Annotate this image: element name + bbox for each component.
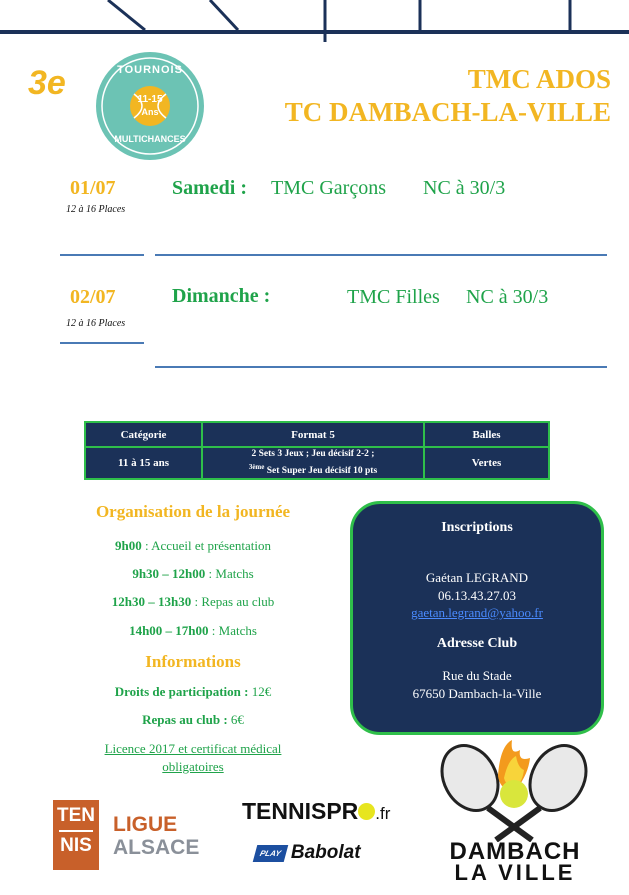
schedule-item — [62, 623, 324, 639]
divider — [60, 254, 144, 256]
table-header: Balles — [424, 422, 549, 447]
tennispro-part-b: PR — [326, 798, 359, 824]
format-line-2: Set Super Jeu décisif 10 pts — [264, 466, 378, 477]
licence-line-2: obligatoires — [162, 759, 224, 774]
schedule-item — [62, 538, 324, 554]
informations-heading: Informations — [145, 652, 241, 671]
contact-box — [350, 501, 604, 735]
event-level: NC à 30/3 — [466, 286, 549, 308]
fee-value: 12€ — [251, 684, 272, 699]
table-cell-balls: Vertes — [424, 447, 549, 479]
meal-value: 6€ — [230, 712, 244, 727]
edition-label: 3e — [28, 64, 66, 102]
schedule-item — [62, 566, 324, 582]
meal-price — [62, 712, 324, 728]
contact-heading: Inscriptions — [441, 520, 513, 535]
format-table — [84, 421, 550, 480]
logo-divider — [59, 830, 93, 832]
babolat-logo — [255, 842, 361, 864]
event-name: TMC Garçons — [271, 177, 386, 199]
tournament-badge — [94, 50, 206, 162]
schedule-time: 9h00 — [115, 538, 142, 553]
schedule-label: : Repas au club — [191, 594, 275, 609]
event-level: NC à 30/3 — [423, 177, 506, 199]
ligue-label: LIGUE — [113, 813, 178, 836]
organisation-heading: Organisation de la journée — [95, 502, 291, 521]
event-date: 01/07 — [70, 177, 116, 199]
address-heading: Adresse Club — [436, 636, 518, 651]
event-name: TMC Filles — [347, 286, 440, 308]
meal-label: Repas au club : — [142, 712, 231, 727]
event-date: 02/07 — [70, 286, 116, 308]
schedule-label: : Matchs — [205, 566, 254, 581]
badge-bottom-text: MULTICHANCES — [114, 134, 186, 144]
event-places: 12 à 16 Places — [66, 318, 126, 329]
tennispro-logo — [242, 798, 390, 825]
event-day: Dimanche : — [172, 285, 271, 307]
club-logo-line-1: DAMBACH — [449, 838, 581, 865]
badge-age-unit: Ans — [141, 107, 159, 117]
title-line-1: TMC ADOS — [467, 64, 611, 94]
table-header: Catégorie — [85, 422, 202, 447]
schedule-time: 12h30 – 13h30 — [111, 594, 192, 609]
licence-notice — [62, 740, 324, 776]
licence-line-1: Licence 2017 et certificat médical — [104, 741, 282, 756]
divider — [155, 254, 607, 256]
badge-age: 11-15 — [137, 94, 163, 105]
schedule-time: 14h00 – 17h00 — [129, 623, 209, 638]
divider — [155, 366, 607, 368]
schedule-label: : Matchs — [208, 623, 257, 638]
ligue-logo-box — [53, 800, 99, 870]
contact-phone: 06.13.43.27.03 — [438, 588, 516, 603]
tennis-logo-bottom: NIS — [60, 835, 92, 856]
tennispro-part-c: .fr — [375, 804, 391, 823]
address-street: Rue du Stade — [442, 668, 512, 683]
court-lines-decoration — [0, 0, 629, 42]
table-cell-category: 11 à 15 ans — [85, 447, 202, 479]
table-row — [85, 447, 549, 479]
title-line-2: TC DAMBACH-LA-VILLE — [284, 97, 611, 127]
tennis-ball-icon — [358, 803, 375, 820]
badge-top-text: TOURNOIS — [117, 64, 183, 76]
club-logo-line-2: LA VILLE — [454, 860, 576, 885]
babolat-play-badge — [253, 845, 288, 862]
alsace-label: ALSACE — [113, 836, 200, 859]
format-line-1: 2 Sets 3 Jeux ; Jeu décisif 2-2 ; — [251, 449, 375, 459]
table-header: Format 5 — [202, 422, 424, 447]
fee-label: Droits de participation : — [114, 684, 252, 699]
table-header-row — [85, 422, 549, 447]
contact-name: Gaétan LEGRAND — [425, 570, 529, 585]
contact-email-link[interactable]: gaetan.legrand@yahoo.fr — [411, 605, 543, 620]
format-set-ordinal: 3ème — [248, 463, 265, 471]
babolat-play-label: PLAY — [258, 848, 282, 858]
event-places: 12 à 16 Places — [66, 204, 126, 215]
schedule-time: 9h30 – 12h00 — [132, 566, 206, 581]
event-day: Samedi : — [172, 177, 247, 199]
table-cell-format — [202, 447, 424, 479]
schedule-item — [62, 594, 324, 610]
club-logo-icon — [440, 736, 590, 842]
schedule-label: : Accueil et présentation — [141, 538, 271, 553]
tennispro-part-a: TENNIS — [242, 798, 327, 824]
address-city: 67650 Dambach-la-Ville — [412, 686, 542, 701]
divider — [60, 342, 144, 344]
babolat-label: Babolat — [290, 842, 361, 863]
participation-fee — [62, 684, 324, 700]
tennis-logo-top: TEN — [57, 805, 95, 826]
